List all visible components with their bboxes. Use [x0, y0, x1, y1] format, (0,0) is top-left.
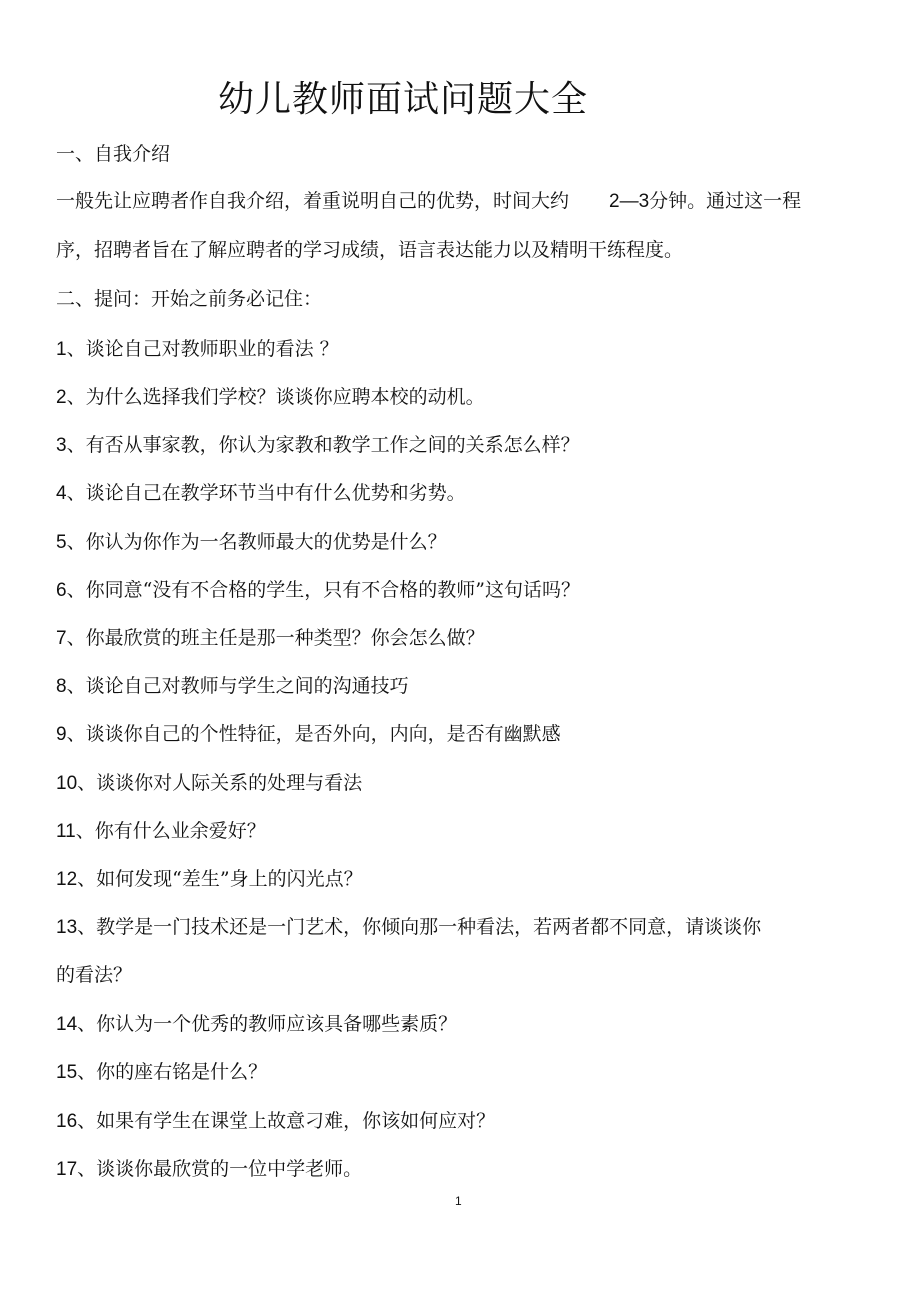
question-item — [56, 334, 339, 365]
self-intro-paragraph-line-2: 序，招聘者旨在了解应聘者的学习成绩，语言表达能力以及精明干练程度。 — [56, 239, 684, 261]
question-number: 14 — [56, 1014, 78, 1035]
question-text: 、谈谈你最欣赏的一位中学老师。 — [77, 1158, 363, 1180]
question-number: 7 — [56, 628, 67, 649]
question-number: 10 — [56, 773, 78, 794]
question-item — [56, 382, 485, 413]
question-number: 2 — [56, 387, 67, 408]
page-title: 幼儿教师面试问题大全 — [218, 79, 589, 120]
question-text: 、谈论自己对教师职业的看法 ？ — [66, 338, 339, 360]
question-item — [56, 816, 266, 847]
section-heading-self-intro: 一、自我介绍 — [56, 143, 171, 165]
question-number: 12 — [56, 869, 78, 890]
question-number: 17 — [56, 1159, 78, 1180]
question-text: 、谈论自己在教学环节当中有什么优势和劣势。 — [66, 482, 466, 504]
question-number: 6 — [56, 580, 67, 601]
question-text: 、你认为一个优秀的教师应该具备哪些素质？ — [77, 1013, 458, 1035]
question-item — [56, 575, 580, 606]
question-item — [56, 912, 761, 943]
question-number: 8 — [56, 676, 67, 697]
question-item — [56, 768, 362, 799]
question-number: 5 — [56, 532, 67, 553]
question-number: 16 — [56, 1111, 78, 1132]
question-item — [56, 864, 363, 895]
question-item — [56, 1057, 267, 1088]
question-item — [56, 623, 485, 654]
question-item — [56, 1106, 495, 1137]
question-item — [56, 719, 561, 750]
page-number: 1 — [455, 1194, 462, 1208]
paragraph-text: 分钟。通过这一程 — [649, 190, 802, 212]
question-text: 、如果有学生在课堂上故意刁难，你该如何应对？ — [77, 1110, 496, 1132]
question-item — [56, 478, 466, 509]
question-item — [56, 527, 447, 558]
question-number: 4 — [56, 483, 67, 504]
question-text: 、如何发现“差生”身上的闪光点？ — [77, 868, 363, 890]
self-intro-paragraph-line-1 — [56, 186, 801, 217]
question-text: 、你同意“没有不合格的学生，只有不合格的教师”这句话吗？ — [66, 579, 581, 601]
paragraph-text: 一般先让应聘者作自我介绍，着重说明自己的优势，时间大约 — [56, 190, 570, 212]
question-text: 、教学是一门技术还是一门艺术，你倾向那一种看法，若两者都不同意，请谈谈你 — [77, 916, 762, 938]
question-text: 、谈谈你对人际关系的处理与看法 — [77, 772, 363, 794]
question-text: 、你的座右铭是什么？ — [77, 1061, 268, 1083]
question-number: 11 — [56, 821, 76, 842]
question-item-continuation — [56, 960, 132, 991]
question-text: 、你认为你作为一名教师最大的优势是什么？ — [66, 531, 447, 553]
question-text: 、有否从事家教，你认为家教和教学工作之间的关系怎么样？ — [66, 434, 580, 456]
question-text: 的看法？ — [56, 964, 133, 986]
question-text: 、你最欣赏的班主任是那一种类型？你会怎么做？ — [66, 627, 485, 649]
question-number: 9 — [56, 724, 67, 745]
duration-value: 2—3 — [609, 191, 650, 212]
question-text: 、为什么选择我们学校？谈谈你应聘本校的动机。 — [66, 386, 485, 408]
question-item — [56, 430, 580, 461]
question-number: 1 — [56, 339, 67, 360]
question-number: 15 — [56, 1062, 78, 1083]
question-text: 、你有什么业余爱好？ — [75, 820, 266, 842]
question-item — [56, 1154, 362, 1185]
question-text: 、谈论自己对教师与学生之间的沟通技巧 — [66, 675, 409, 697]
question-item — [56, 1009, 457, 1040]
question-number: 3 — [56, 435, 67, 456]
question-item — [56, 671, 409, 702]
section-heading-questions: 二、提问：开始之前务必记住： — [56, 288, 323, 310]
question-number: 13 — [56, 917, 78, 938]
question-text: 、谈谈你自己的个性特征，是否外向，内向，是否有幽默感 — [66, 723, 561, 745]
